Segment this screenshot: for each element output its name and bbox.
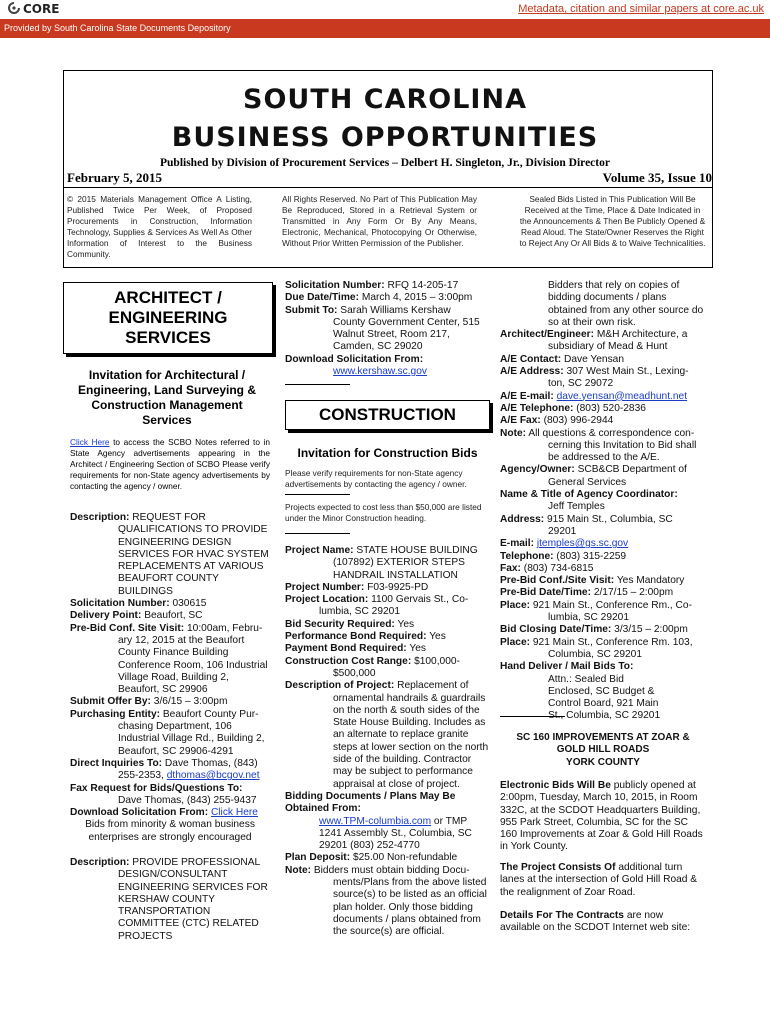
mid-download-row <box>285 354 490 366</box>
right-address-rest: 29201 <box>548 525 577 537</box>
arch2-description-rest: DESIGN/CONSULTANT ENGINEERING SERVICES FOR KERSHAW COUNTY TRANSPORTATION COMMITTEE (CTC) RELATED PROJECTS <box>118 869 268 942</box>
arch-fax-value: Dave Thomas, (843) 255-9437 <box>118 794 257 806</box>
arch-purchasing-line1: Beaufort County Pur- <box>162 708 259 720</box>
label-project-location: Project Location: <box>285 594 369 606</box>
mid-desc-row <box>285 680 490 692</box>
arch-description-row <box>70 512 270 524</box>
label-solicitation: Solicitation Number: <box>70 598 170 610</box>
sc160-electronic-bids <box>500 780 706 854</box>
label-coordinator: Name & Title of Agency Coordinator: <box>500 489 678 501</box>
label-closing: Bid Closing Date/Time: <box>500 624 612 636</box>
right-ae-address-row <box>500 366 706 378</box>
mid-bid-security-row <box>285 619 490 631</box>
arch2-description-line1: PROVIDE PROFESSIONAL <box>132 857 261 868</box>
right-closing-value: 3/3/15 – 2:00pm <box>614 624 688 636</box>
mid-rule-3 <box>285 533 350 534</box>
core-logo[interactable] <box>8 2 59 16</box>
mid-note-row <box>285 865 490 877</box>
arch-minority-note: Bids from minority & woman business enterprises are strongly encouraged <box>85 819 255 843</box>
mid-download-link-row <box>285 366 490 378</box>
arch-purchasing-rest: chasing Department, 106 Industrial Village Rd., Building 2, Beaufort, SC 29906-4291 <box>118 721 265 757</box>
mid-plan-deposit-row <box>285 852 490 864</box>
mid-bid-security-value: Yes <box>397 618 415 630</box>
label-purchasing: Purchasing Entity: <box>70 708 161 720</box>
label-right-fax: Fax: <box>500 562 521 574</box>
sc160-county: YORK COUNTY <box>566 756 640 768</box>
right-agency-line1: SCB&CB Department of <box>577 464 687 476</box>
right-coordinator-value: Jeff Temples <box>548 501 605 513</box>
label-mid-download: Download Solicitation From: <box>285 353 424 365</box>
right-email-row <box>500 538 706 550</box>
label-description2: Description: <box>70 857 130 868</box>
right-place-rest: lumbia, SC 29201 <box>548 612 629 624</box>
mid-performance-row <box>285 631 490 643</box>
right-ae-fax-row <box>500 415 706 427</box>
right-ae-tel-value: (803) 520-2836 <box>576 402 646 414</box>
label-mid-due: Due Date/Time: <box>285 292 359 304</box>
right-ae-contact-row <box>500 354 706 366</box>
mid-project-location-line1: 1100 Gervais St., Co- <box>371 594 469 606</box>
label-delivery: Delivery Point: <box>70 610 142 622</box>
issue-date: February 5, 2015 <box>67 170 162 185</box>
right-note-line1: All questions & correspondence con- <box>528 427 695 439</box>
label-project-consists: The Project Consists Of <box>500 862 616 873</box>
sc160-title: SC 160 IMPROVEMENTS AT ZOAR & GOLD HILL ROADS <box>516 732 690 756</box>
label-desc: Description of Project: <box>285 680 395 692</box>
arch-inquiries-phone: 255-2353, <box>118 770 167 782</box>
label-ae-fax: A/E Fax: <box>500 415 541 427</box>
label-email: E-mail: <box>500 538 534 550</box>
mid-range-row <box>285 656 490 668</box>
mid-project-location-rest: lumbia, SC 29201 <box>319 606 400 618</box>
right-place2-rest: Columbia, SC 29201 <box>548 648 643 660</box>
label-range: Construction Cost Range: <box>285 655 412 667</box>
sc160-details-text: are now available on the SCDOT Internet web site: <box>500 910 691 934</box>
metadata-link[interactable]: Metadata, citation and similar papers at core.ac.uk <box>518 3 764 15</box>
mid-solicitation-row <box>285 280 490 292</box>
construction-invitation-heading: Invitation for Construction Bids <box>297 446 478 460</box>
right-prebid-value: Yes Mandatory <box>616 575 685 587</box>
label-place: Place: <box>500 599 531 611</box>
arch-section-title <box>63 288 273 348</box>
mid-submit-rest: County Government Center, 515 Walnut Street, Room 217, Camden, SC 29020 <box>333 316 480 353</box>
arch-listing-1 <box>70 512 270 844</box>
mid-submit-row <box>285 305 490 317</box>
sc160-details <box>500 910 706 935</box>
core-logo-text: CORE <box>23 2 60 16</box>
mid-bidding-docs-row <box>285 791 490 816</box>
label-inquiries: Direct Inquiries To: <box>70 757 163 769</box>
right-ae-row <box>500 329 706 341</box>
label-agency: Agency/Owner: <box>500 464 575 476</box>
label-mid-note: Note: <box>285 864 312 876</box>
mid-download-link[interactable]: www.kershaw.sc.gov <box>333 366 427 378</box>
arch-inquiries-contact <box>70 770 270 782</box>
right-ae-tel-row <box>500 403 706 415</box>
mid-project-location-row <box>285 594 490 606</box>
label-ae-contact: A/E Contact: <box>500 353 562 365</box>
construction-listing-statehouse <box>285 545 490 939</box>
right-listing-statehouse-cont <box>500 280 706 723</box>
sc160-electronic-text: publicly opened at 2:00pm, Tuesday, March 10, 2015, in Room 332C, at the SCDOT Headquarters Building, 955 Park Street, Columbia, SC for the SC 160 Improvements at Zoar & Gold Hill Roads in York County. <box>500 780 703 853</box>
right-ae-line1: M&H Architecture, a <box>596 329 688 341</box>
label-prebid: Pre-Bid Conf. Site Visit: <box>70 622 185 634</box>
mid-bidding-source <box>285 816 490 853</box>
mid-due-row <box>285 292 490 304</box>
sc160-project-consists-text: additional turn lanes at the intersection of Gold Hill Road & the realignment of Zoar Road. <box>500 862 698 898</box>
arch-download-row <box>70 807 270 819</box>
label-bidding-docs: Bidding Documents / Plans May Be Obtained From: <box>285 790 456 815</box>
arch-click-here-note <box>70 437 270 492</box>
core-header-bar <box>0 0 770 19</box>
arch-prebid-line1: 10:00am, Febru- <box>187 622 263 634</box>
construction-section-title: CONSTRUCTION <box>319 405 456 424</box>
volume-issue: Volume 35, Issue 10 <box>602 170 712 185</box>
rights-notice: All Rights Reserved. No Part of This Publication May Be Reproduced, Stored in a Retrieval System or Transmitted in Any Form Or By Any Means, Electronic, Mechanical, Photocopying Or Otherwise, Without Prior Written Permission of the Publisher. <box>282 194 477 248</box>
arch-fax-row <box>70 783 270 795</box>
arch-description-line1: REQUEST FOR <box>132 512 206 523</box>
mid-solicitation-value: RFQ 14-205-17 <box>387 280 459 291</box>
right-agency-row <box>500 464 706 476</box>
mid-submit-line1: Sarah Williams Kershaw <box>340 304 451 316</box>
right-tel-value: (803) 315-2259 <box>556 550 627 562</box>
label-ae-email: A/E E-mail: <box>500 390 554 402</box>
masthead-divider <box>63 187 713 188</box>
right-prebid-row <box>500 575 706 587</box>
right-bidders-rely: Bidders that rely on copies of bidding documents / plans obtained from any other source do so at their own risk. <box>548 280 704 328</box>
label-plan-deposit: Plan Deposit: <box>285 852 351 864</box>
right-ae-contact-value: Dave Yensan <box>563 353 625 365</box>
label-mid-submit: Submit To: <box>285 304 338 316</box>
mid-project-name-line1: STATE HOUSE BUILDING <box>356 545 478 556</box>
label-address: Address: <box>500 513 545 525</box>
arch-solicitation-value: 030615 <box>172 598 207 610</box>
mid-performance-value: Yes <box>429 631 446 643</box>
right-ae-rest: subsidiary of Mead & Hunt <box>548 341 668 353</box>
mid-payment-row <box>285 643 490 655</box>
sealed-bids-notice: Sealed Bids Listed in This Publication Will Be Received at the Time, Place & Date Indicated in the Announcements & Then Be Publicly Opened & Read Aloud. The State/Owner Reserves the Right to Reject Any Or All Bids & to Waive Technicalities. <box>519 194 706 248</box>
label-fax: Fax Request for Bids/Questions To: <box>70 782 243 794</box>
arch-delivery-row <box>70 610 270 622</box>
right-place-line1: 921 Main St., Conference Rm., Co- <box>532 599 692 611</box>
core-logo-icon <box>8 2 20 14</box>
mid-rule-2 <box>285 494 350 495</box>
right-fax-row <box>500 563 706 575</box>
masthead-title-line1: SOUTH CAROLINA <box>243 84 527 115</box>
right-place-row <box>500 600 706 612</box>
label-project-name: Project Name: <box>285 545 354 556</box>
right-place2-line1: 921 Main St., Conference Rm. 103, <box>532 636 693 648</box>
mid-project-number-row <box>285 582 490 594</box>
label-ae-address: A/E Address: <box>500 366 564 378</box>
arch-listing-2 <box>70 857 270 943</box>
right-email-link[interactable]: jtemples@gs.sc.gov <box>536 538 629 550</box>
label-payment: Payment Bond Required: <box>285 643 407 655</box>
arch-title-line3: SERVICES <box>125 328 211 347</box>
mid-range-rest: $500,000 <box>333 667 376 679</box>
right-ae-address-line1: 307 West Main St., Lexing- <box>566 366 689 378</box>
right-note-rest: cerning this Invitation to Bid shall be addressed to the A/E. <box>548 439 697 464</box>
mid-rule-1 <box>285 384 350 385</box>
arch-delivery-value: Beaufort, SC <box>144 610 203 622</box>
mid-payment-value: Yes <box>409 643 426 655</box>
construction-projects-note: Projects expected to cost less than $50,000 are listed under the Minor Construction heading. <box>285 502 482 523</box>
label-download: Download Solicitation From: <box>70 807 209 819</box>
arch-title-line2: ENGINEERING <box>108 308 228 327</box>
right-ae-address-rest: ton, SC 29072 <box>548 378 614 390</box>
label-right-prebid: Pre-Bid Conf./Site Visit: <box>500 575 615 587</box>
arch-purchasing-row <box>70 709 270 721</box>
mid-note-line1: Bidders must obtain bidding Docu- <box>313 864 470 876</box>
label-project-number: Project Number: <box>285 581 365 593</box>
middle-listing-kershaw <box>285 280 490 378</box>
right-place2-row <box>500 637 706 649</box>
construction-verify-note: Please verify requirements for non-State agency advertisements by contacting the agency / owner. <box>285 468 467 489</box>
sc160-heading <box>500 732 706 769</box>
label-performance: Performance Bond Required: <box>285 631 427 643</box>
mid-bidding-link[interactable]: www.TPM-columbia.com <box>319 815 432 827</box>
right-ae-fax-value: (803) 996-2944 <box>543 415 614 427</box>
arch-submit-value: 3/6/15 – 3:00pm <box>153 696 228 708</box>
label-ae-tel: A/E Telephone: <box>500 402 574 414</box>
label-details: Details For The Contracts <box>500 910 624 921</box>
right-address-row <box>500 514 706 526</box>
arch-description-rest: QUALIFICATIONS TO PROVIDE ENGINEERING DESIGN SERVICES FOR HVAC SYSTEM REPLACEMENTS AT VARIOUS BEAUFORT COUNTY BUILDINGS <box>118 524 269 597</box>
mid-project-name-row <box>285 545 490 557</box>
label-bid-security: Bid Security Required: <box>285 618 395 630</box>
mid-range-line1: $100,000- <box>414 655 460 667</box>
mid-project-name-rest: (107892) EXTERIOR STEPS HANDRAIL INSTALLATION <box>333 557 465 581</box>
right-ae-email-link[interactable]: dave.yensan@meadhunt.net <box>556 390 688 402</box>
arch-click-here-link[interactable]: Click Here <box>70 437 110 447</box>
mid-note-rest: ments/Plans from the above listed source(s) to be listed as an official plan holder. Only those bidding documents / plans obtained from the source(s) are official. <box>333 877 487 938</box>
label-ae: Architect/Engineer: <box>500 329 594 341</box>
right-coordinator-row <box>500 489 706 501</box>
right-ae-email-row <box>500 391 706 403</box>
mid-due-value: March 4, 2015 – 3:00pm <box>361 292 473 304</box>
provided-by-text: Provided by South Carolina State Documents Depository <box>4 23 231 33</box>
label-tel: Telephone: <box>500 550 554 562</box>
arch-prebid-rest: ary 12, 2015 at the Beaufort County Finance Building Conference Room, 106 Industrial Village Road, Building 2, Beaufort, SC 29906 <box>118 634 268 696</box>
label-right-note: Note: <box>500 427 527 439</box>
arch-title-line1: ARCHITECT / <box>114 288 222 307</box>
label-prebid-dt: Pre-Bid Date/Time: <box>500 587 591 599</box>
sc160-project-consists <box>500 862 706 899</box>
right-closing-row <box>500 624 706 636</box>
arch-inquiries-row <box>70 758 270 770</box>
copyright-notice: © 2015 Materials Management Office A Listing, Published Twice Per Week, of Proposed Procurements in Construction, Information Technology, Supplies & Services As Well As Other Information of Interest to the Business Community. <box>67 194 252 259</box>
label-electronic: Electronic Bids Will Be <box>500 780 611 791</box>
right-prebid-dt-value: 2/17/15 – 2:00pm <box>593 587 674 599</box>
label-description: Description: <box>70 512 130 523</box>
arch2-description-row <box>70 857 270 869</box>
right-rule-1 <box>500 716 565 717</box>
mid-desc-line1: Replacement of <box>397 680 469 692</box>
mid-desc-rest: ornamental handrails & guardrails on the north & south sides of the State House Building. Includes as an alternate to replace granite steps at lower section on the north side of the building. Contractor may be subject to performance appraisal at close of project. <box>333 692 489 790</box>
arch-inquiries-line1: Dave Thomas, (843) <box>164 757 258 769</box>
right-hand-rest: Attn.: Sealed Bid Enclosed, SC Budget & Control Board, 921 Main St., Columbia, SC 29201 <box>548 673 661 722</box>
mid-plan-deposit-value: $25.00 Non-refundable <box>352 852 458 864</box>
right-prebid-dt-row <box>500 587 706 599</box>
masthead-title-line2: BUSINESS OPPORTUNITIES <box>171 122 599 153</box>
right-address-line1: 915 Main St., Columbia, SC <box>547 513 673 525</box>
label-hand: Hand Deliver / Mail Bids To: <box>500 661 634 673</box>
right-fax-value: (803) 734-6815 <box>523 562 594 574</box>
right-note-row <box>500 428 706 440</box>
mid-project-number-value: F03-9925-PD <box>367 581 429 593</box>
arch-invitation-heading: Invitation for Architectural / Engineering, Land Surveying & Construction Management Services <box>77 368 257 427</box>
arch-solicitation-row <box>70 598 270 610</box>
arch-click-text: to access the SCBO Notes referred to in State Agency advertisements appearing in the Architect / Engineering Section of SCBO Please verify requirements for non-State agency advertisements by contacting the agency / owner. <box>70 437 270 491</box>
arch-prebid-row <box>70 623 270 635</box>
label-submit: Submit Offer By: <box>70 696 151 708</box>
arch-submit-row <box>70 696 270 708</box>
right-hand-row <box>500 661 706 673</box>
right-tel-row <box>500 551 706 563</box>
arch-inquiries-email-link[interactable]: dthomas@bcgov.net <box>166 770 260 782</box>
published-by: Published by Division of Procurement Services – Delbert H. Singleton, Jr., Division Director <box>160 157 610 169</box>
label-mid-solicitation: Solicitation Number: <box>285 280 385 291</box>
provided-by-bar <box>0 19 770 38</box>
arch-download-link[interactable]: Click Here <box>210 807 258 819</box>
label-place2: Place: <box>500 636 531 648</box>
right-agency-rest: General Services <box>548 476 627 488</box>
mid-bidding-rest: or TMP 1241 Assembly St., Columbia, SC 29201 (803) 252-4770 <box>319 815 472 852</box>
